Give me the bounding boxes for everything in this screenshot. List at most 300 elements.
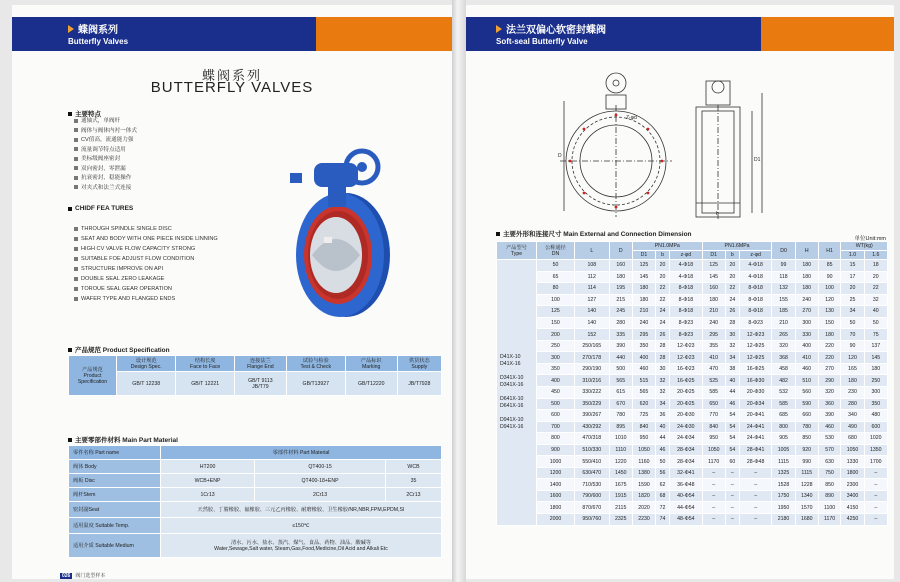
features-en-list xyxy=(74,224,218,304)
dim-cell: 532 xyxy=(772,387,795,399)
dim-cell: 20 xyxy=(841,283,864,295)
dim-cell: 2230 xyxy=(632,514,655,526)
table-row xyxy=(497,410,888,422)
dim-cell: – xyxy=(864,467,887,479)
material-header-material: 零部件材料 Part Material xyxy=(161,446,442,460)
dim-cell: 480 xyxy=(864,410,887,422)
dim-cell: 22 xyxy=(656,283,670,295)
feature-en-item: HIGH CV VALVE FLOW CAPACITY STRONG xyxy=(74,244,218,254)
dim-cell: 4-Φ18 xyxy=(670,260,703,272)
dim-cell: 145 xyxy=(702,271,725,283)
dim-cell: 54 xyxy=(725,444,739,456)
material-cell: WCB xyxy=(385,460,441,474)
dim-cell: 245 xyxy=(609,306,632,318)
dim-cell: 2180 xyxy=(772,514,795,526)
bullet-square-icon xyxy=(496,232,500,236)
dim-cell: 60 xyxy=(725,456,739,468)
dim-cell: 108 xyxy=(574,260,609,272)
dim-cell: 26 xyxy=(656,329,670,341)
dim-cell: 180 xyxy=(795,260,818,272)
dim-cell: 1380 xyxy=(632,467,655,479)
dim-cell: 152 xyxy=(574,329,609,341)
dim-cell: 54 xyxy=(725,433,739,445)
dim-cell: 1820 xyxy=(632,490,655,502)
page-title-en: BUTTERFLY VALVES xyxy=(150,79,314,96)
dim-cell: 180 xyxy=(702,294,725,306)
dim-cell: – xyxy=(702,479,725,491)
feature-cn-item: 阀体与阀体内衬一体式 xyxy=(74,127,137,137)
drawing-label-d1: D1 xyxy=(754,157,761,163)
bullet-square-icon xyxy=(68,207,72,211)
dim-cell: 1115 xyxy=(772,456,795,468)
table-row xyxy=(497,329,888,341)
dim-cell: 50 xyxy=(864,317,887,329)
table-row xyxy=(497,444,888,456)
dim-cell: 32 xyxy=(656,375,670,387)
dim-cell: 180 xyxy=(632,294,655,306)
dim-cell: 20 xyxy=(725,271,739,283)
dim-cell: 22 xyxy=(725,283,739,295)
dim-cell: 140 xyxy=(574,317,609,329)
dim-cell: 270/178 xyxy=(574,352,609,364)
dim-cell: 1050 xyxy=(702,444,725,456)
table-row xyxy=(497,271,888,283)
dim-cell: 32 xyxy=(725,340,739,352)
dim-cell: 250 xyxy=(537,340,575,352)
dim-cell: – xyxy=(725,490,739,502)
dim-header-wt: WT(kg) xyxy=(841,242,888,251)
butterfly-valve-photo xyxy=(280,133,400,323)
dim-cell: 210 xyxy=(702,306,725,318)
dim-cell: 1450 xyxy=(609,467,632,479)
dim-subheader: D1 xyxy=(632,251,655,260)
dim-cell: 270 xyxy=(795,306,818,318)
dim-cell: 22 xyxy=(864,283,887,295)
dim-cell: 20-Φ25 xyxy=(670,398,703,410)
dim-cell: 54 xyxy=(725,410,739,422)
dim-cell: 90 xyxy=(841,340,864,352)
left-header-band xyxy=(12,17,452,51)
dim-subheader: z-φd xyxy=(739,251,772,260)
dim-cell: – xyxy=(864,514,887,526)
dim-cell: 780 xyxy=(795,421,818,433)
dim-cell: 1680 xyxy=(795,514,818,526)
dim-cell: 240 xyxy=(795,294,818,306)
dim-cell: 565 xyxy=(609,375,632,387)
dim-cell: 20-Φ30 xyxy=(670,410,703,422)
dim-cell: 390/267 xyxy=(574,410,609,422)
dim-cell: 185 xyxy=(772,306,795,318)
dim-cell: 50 xyxy=(656,456,670,468)
dim-cell: 46 xyxy=(725,398,739,410)
dim-cell: 350 xyxy=(864,398,887,410)
dim-header-type: 产品型号 Type xyxy=(497,242,537,260)
feature-cn-item: 双向密封，零泄漏 xyxy=(74,165,137,175)
dim-cell: 1170 xyxy=(702,456,725,468)
table-row xyxy=(497,456,888,468)
dim-cell: 25 xyxy=(841,294,864,306)
feature-en-item: SEAT AND BODY WITH ONE PIECE INSIDE LINNING xyxy=(74,234,218,244)
valve-technical-drawing xyxy=(556,71,786,221)
dim-cell: 145 xyxy=(632,271,655,283)
material-cell: 2Cr13 xyxy=(385,488,441,502)
dim-header-d0: D0 xyxy=(772,242,795,260)
dim-cell: 530 xyxy=(818,433,841,445)
dim-cell: 28-Φ34 xyxy=(670,456,703,468)
dim-cell: 920 xyxy=(795,444,818,456)
dim-cell: 525 xyxy=(702,375,725,387)
right-header-blue xyxy=(466,17,761,51)
dim-cell: 28 xyxy=(656,340,670,352)
dim-cell: 400 xyxy=(537,375,575,387)
dim-cell: 390 xyxy=(818,410,841,422)
dim-cell: 4-Φ18 xyxy=(739,260,772,272)
dim-cell: 2000 xyxy=(537,514,575,526)
dim-cell: 1000 xyxy=(537,456,575,468)
dim-cell: 44 xyxy=(656,433,670,445)
dim-cell: 150 xyxy=(537,317,575,329)
dim-cell: 470 xyxy=(702,363,725,375)
dim-cell: 355 xyxy=(702,340,725,352)
feature-cn-item: 美标级阀座密封 xyxy=(74,155,137,165)
dim-cell: 8-Φ18 xyxy=(670,294,703,306)
dim-cell: 470/318 xyxy=(574,433,609,445)
dim-cell: 460 xyxy=(632,363,655,375)
dim-cell: 20 xyxy=(725,260,739,272)
dim-header-l: L xyxy=(574,242,609,260)
dim-cell: 900 xyxy=(537,444,575,456)
dim-cell: 950 xyxy=(702,433,725,445)
dim-cell: 1200 xyxy=(537,467,575,479)
dim-cell: 40 xyxy=(656,421,670,433)
table-row xyxy=(497,433,888,445)
dim-header-pn10: PN1.0MPa xyxy=(632,242,702,251)
dim-cell: 300 xyxy=(537,352,575,364)
material-cell: QT400-18+ENP xyxy=(255,474,386,488)
material-header-part: 零件名称 Part name xyxy=(69,446,161,460)
spec-value: GB/T 12221 xyxy=(176,372,234,396)
dim-subheader: z-φd xyxy=(670,251,703,260)
dim-cell: 24 xyxy=(656,306,670,318)
dim-cell: 32-Φ41 xyxy=(670,467,703,479)
dim-cell: 24 xyxy=(656,317,670,329)
dim-cell: 56 xyxy=(656,467,670,479)
spec-header: 设计规范 Design Spec. xyxy=(117,356,176,372)
dim-cell: 850 xyxy=(818,479,841,491)
dim-cell: 16-Φ23 xyxy=(670,363,703,375)
feature-en-item: THROUGH SPINDLE SINGLE DISC xyxy=(74,224,218,234)
dim-cell: 16-Φ30 xyxy=(739,375,772,387)
dim-cell: 320 xyxy=(818,387,841,399)
left-header-en: Butterfly Valves xyxy=(68,37,129,46)
dim-cell: – xyxy=(864,479,887,491)
dim-cell: 335 xyxy=(609,329,632,341)
dim-cell: 895 xyxy=(609,421,632,433)
dim-cell: 120 xyxy=(818,294,841,306)
left-header-cn: 蝶阀系列 xyxy=(78,25,118,36)
dim-cell: 32 xyxy=(656,387,670,399)
dim-cell: 28-Φ48 xyxy=(739,456,772,468)
dim-cell: 1400 xyxy=(537,479,575,491)
dim-subheader: D1 xyxy=(702,251,725,260)
dim-cell: 36 xyxy=(656,410,670,422)
dim-cell: 28-Φ41 xyxy=(739,444,772,456)
dim-cell: 12-Φ25 xyxy=(739,340,772,352)
dim-cell: 2115 xyxy=(609,502,632,514)
dim-cell: 410 xyxy=(702,352,725,364)
feature-en-item: STRUCTURE IMPROVE ON API xyxy=(74,264,218,274)
spec-value: JB/T7928 xyxy=(397,372,441,396)
spec-header: 产品标识 Marking xyxy=(345,356,397,372)
dim-cell: 2300 xyxy=(841,479,864,491)
dim-cell: 280 xyxy=(841,398,864,410)
dim-cell: – xyxy=(702,502,725,514)
dim-cell: 22 xyxy=(656,294,670,306)
drawing-label-d: D xyxy=(558,153,562,159)
dim-cell: 1600 xyxy=(537,490,575,502)
dim-cell: 200 xyxy=(537,329,575,341)
dim-cell: 28 xyxy=(656,352,670,364)
dim-cell: 30 xyxy=(725,329,739,341)
dim-cell: 74 xyxy=(656,514,670,526)
dim-cell: 300 xyxy=(864,387,887,399)
dim-cell: 585 xyxy=(702,387,725,399)
dim-cell: 710/530 xyxy=(574,479,609,491)
dim-cell: 1050 xyxy=(841,444,864,456)
dim-cell: 340 xyxy=(841,410,864,422)
dim-cell: 250 xyxy=(864,375,887,387)
dim-cell: 320 xyxy=(772,340,795,352)
dim-cell: 295 xyxy=(702,329,725,341)
dim-cell: 350/229 xyxy=(574,398,609,410)
dim-cell: 590 xyxy=(795,398,818,410)
dim-cell: 295 xyxy=(632,329,655,341)
material-cell: 清水、污水、盐水、蒸汽、煤气、食品、药物、油品、酸碱等 Water,Sewage,Salt water, Steam,Gas,Food,Medicine,Oil Acid and Alkali Etc xyxy=(161,534,442,558)
dim-cell: 905 xyxy=(772,433,795,445)
table-row xyxy=(497,294,888,306)
dim-cell: – xyxy=(702,467,725,479)
dim-cell: 125 xyxy=(537,306,575,318)
dim-cell: 230 xyxy=(841,387,864,399)
dim-cell: 16-Φ25 xyxy=(739,363,772,375)
dim-title: 主要外形和连接尺寸 Main External and Connection Dimension xyxy=(496,229,692,238)
dim-cell: 34 xyxy=(841,306,864,318)
material-cell: 天然胶、丁腈橡胶、氟橡胶、三元乙丙橡胶、耐磨橡胶、卫生橡胶/NR,NBR,FPM,EPDM,SI xyxy=(161,502,442,518)
right-page xyxy=(466,5,894,579)
dim-cell: 40 xyxy=(864,306,887,318)
dim-cell: 240 xyxy=(702,317,725,329)
feature-cn-item: 通轴式，单阀杆 xyxy=(74,117,137,127)
dim-cell: 770 xyxy=(702,410,725,422)
feature-en-item: SUITABLE FOE ADJUST FLOW CONDITION xyxy=(74,254,218,264)
dim-cell: 790/600 xyxy=(574,490,609,502)
dim-cell: 280 xyxy=(609,317,632,329)
dim-cell: 990 xyxy=(795,456,818,468)
dim-cell: 114 xyxy=(574,283,609,295)
dim-cell: 68 xyxy=(656,490,670,502)
spec-title: 产品规范 Product Specification xyxy=(68,345,170,354)
unit-label: 单位Unit:mm xyxy=(854,236,886,242)
dim-cell: 125 xyxy=(632,260,655,272)
dim-cell: 220 xyxy=(818,340,841,352)
bullet-square-icon xyxy=(68,348,72,352)
dim-subheader: 1.6 xyxy=(864,251,887,260)
dim-cell: 1010 xyxy=(609,433,632,445)
dim-cell: 165 xyxy=(841,363,864,375)
dim-cell: 26 xyxy=(725,306,739,318)
dim-cell: 24-Φ41 xyxy=(739,433,772,445)
dim-cell: 840 xyxy=(632,421,655,433)
dim-cell: 1750 xyxy=(772,490,795,502)
dim-cell: 180 xyxy=(609,271,632,283)
dim-cell: 15 xyxy=(841,260,864,272)
dim-cell: 368 xyxy=(772,352,795,364)
dim-cell: 2325 xyxy=(609,514,632,526)
table-row xyxy=(497,375,888,387)
table-row xyxy=(497,421,888,433)
dim-cell: 12-Φ23 xyxy=(739,329,772,341)
dim-cell: 1220 xyxy=(609,456,632,468)
dim-cell: 20-Φ41 xyxy=(739,410,772,422)
dim-cell: 38 xyxy=(725,363,739,375)
dim-cell: 4150 xyxy=(841,502,864,514)
dim-cell: 850 xyxy=(795,433,818,445)
dim-subheader: b xyxy=(725,251,739,260)
dim-cell: – xyxy=(702,514,725,526)
dim-cell: 1005 xyxy=(772,444,795,456)
dim-cell: 2020 xyxy=(632,502,655,514)
dim-cell: 1115 xyxy=(795,467,818,479)
left-header-orange xyxy=(316,17,452,51)
dim-subheader: 1.0 xyxy=(841,251,864,260)
dim-cell: 265 xyxy=(772,329,795,341)
dim-cell: 4-Φ18 xyxy=(670,271,703,283)
dim-cell: 510/330 xyxy=(574,444,609,456)
dim-cell: 500 xyxy=(609,363,632,375)
dim-cell: 460 xyxy=(795,363,818,375)
dim-cell: 20-Φ25 xyxy=(670,387,703,399)
dim-cell: 890 xyxy=(818,490,841,502)
table-row xyxy=(497,502,888,514)
dim-cell: 132 xyxy=(772,283,795,295)
dim-cell: 1350 xyxy=(864,444,887,456)
table-row xyxy=(497,398,888,410)
dim-cell: 350 xyxy=(537,363,575,375)
table-row xyxy=(497,467,888,479)
dim-cell: 630/470 xyxy=(574,467,609,479)
dim-cell: 1330 xyxy=(841,456,864,468)
dim-cell: 1800 xyxy=(537,502,575,514)
dim-cell: 700 xyxy=(537,421,575,433)
dim-cell: 1590 xyxy=(632,479,655,491)
bullet-square-icon xyxy=(68,112,72,116)
dim-cell: 725 xyxy=(632,410,655,422)
dim-cell: 70 xyxy=(841,329,864,341)
dim-cell: 8-Φ18 xyxy=(670,306,703,318)
dim-cell: 620 xyxy=(632,398,655,410)
dim-cell: 1170 xyxy=(818,514,841,526)
dim-cell: 180 xyxy=(841,375,864,387)
dim-cell: 390 xyxy=(609,340,632,352)
dim-cell: 8-Φ23 xyxy=(670,317,703,329)
dim-cell: 750 xyxy=(818,467,841,479)
dim-cell: 300 xyxy=(795,317,818,329)
dim-cell: 3400 xyxy=(841,490,864,502)
dim-cell: 210 xyxy=(772,317,795,329)
dim-cell: 8-Φ23 xyxy=(670,329,703,341)
dim-cell: 1325 xyxy=(772,467,795,479)
dim-cell: 585 xyxy=(772,398,795,410)
dim-cell: 330 xyxy=(795,329,818,341)
dim-cell: 48-Φ54 xyxy=(670,514,703,526)
dim-cell: 400 xyxy=(795,340,818,352)
dim-cell: 80 xyxy=(537,283,575,295)
material-cell: QT400-15 xyxy=(255,460,386,474)
dim-cell: 458 xyxy=(772,363,795,375)
spec-row-label: 产品规范 Product Specification xyxy=(69,356,117,396)
drawing-label-b: b xyxy=(716,211,719,217)
dim-cell: 180 xyxy=(795,271,818,283)
table-row xyxy=(497,306,888,318)
dim-cell: – xyxy=(739,502,772,514)
dim-subheader: b xyxy=(656,251,670,260)
features-en-title: CHIDF FEA TURES xyxy=(68,205,133,212)
dim-cell: 440 xyxy=(609,352,632,364)
dim-cell: 8-Φ18 xyxy=(670,283,703,295)
dim-cell: 118 xyxy=(772,271,795,283)
dim-cell: – xyxy=(725,502,739,514)
dim-cell: 1340 xyxy=(795,490,818,502)
spec-header: 供货状态 Supply xyxy=(397,356,441,372)
dim-cell: – xyxy=(739,479,772,491)
dim-cell: 32 xyxy=(864,294,887,306)
dim-cell: 127 xyxy=(574,294,609,306)
dim-cell: 17 xyxy=(841,271,864,283)
dim-cell: 950/760 xyxy=(574,514,609,526)
arrow-icon xyxy=(496,25,502,33)
dim-cell: 8-Φ18 xyxy=(739,306,772,318)
dim-cell: 670 xyxy=(609,398,632,410)
feature-en-item: TOROUE SEAL GEAR OPERATION xyxy=(74,284,218,294)
right-header-band xyxy=(466,17,894,51)
dim-cell: 20 xyxy=(656,271,670,283)
dim-cell: – xyxy=(702,490,725,502)
dim-cell: 1950 xyxy=(772,502,795,514)
dim-cell: 36-Φ48 xyxy=(670,479,703,491)
material-label: 阀杆Stem xyxy=(69,488,161,502)
dim-cell: 780 xyxy=(609,410,632,422)
page-number: 026 xyxy=(62,572,71,579)
dim-cell: – xyxy=(725,479,739,491)
spec-table xyxy=(68,355,442,396)
dim-cell: 800 xyxy=(772,421,795,433)
dim-cell: 44 xyxy=(725,387,739,399)
dim-cell: 85 xyxy=(818,260,841,272)
material-cell: WCB+ENP xyxy=(161,474,255,488)
dim-cell: – xyxy=(725,514,739,526)
dim-cell: 125 xyxy=(702,260,725,272)
dim-cell: 137 xyxy=(864,340,887,352)
dim-cell: 410 xyxy=(795,352,818,364)
dim-cell: 1160 xyxy=(632,456,655,468)
dim-cell: 482 xyxy=(772,375,795,387)
dim-cell: 500 xyxy=(537,398,575,410)
dim-cell: 800 xyxy=(537,433,575,445)
dim-cell: 46 xyxy=(656,444,670,456)
spec-value: GB/T12220 xyxy=(345,372,397,396)
book-gutter xyxy=(452,0,466,582)
dim-cell: 4-Φ18 xyxy=(739,271,772,283)
